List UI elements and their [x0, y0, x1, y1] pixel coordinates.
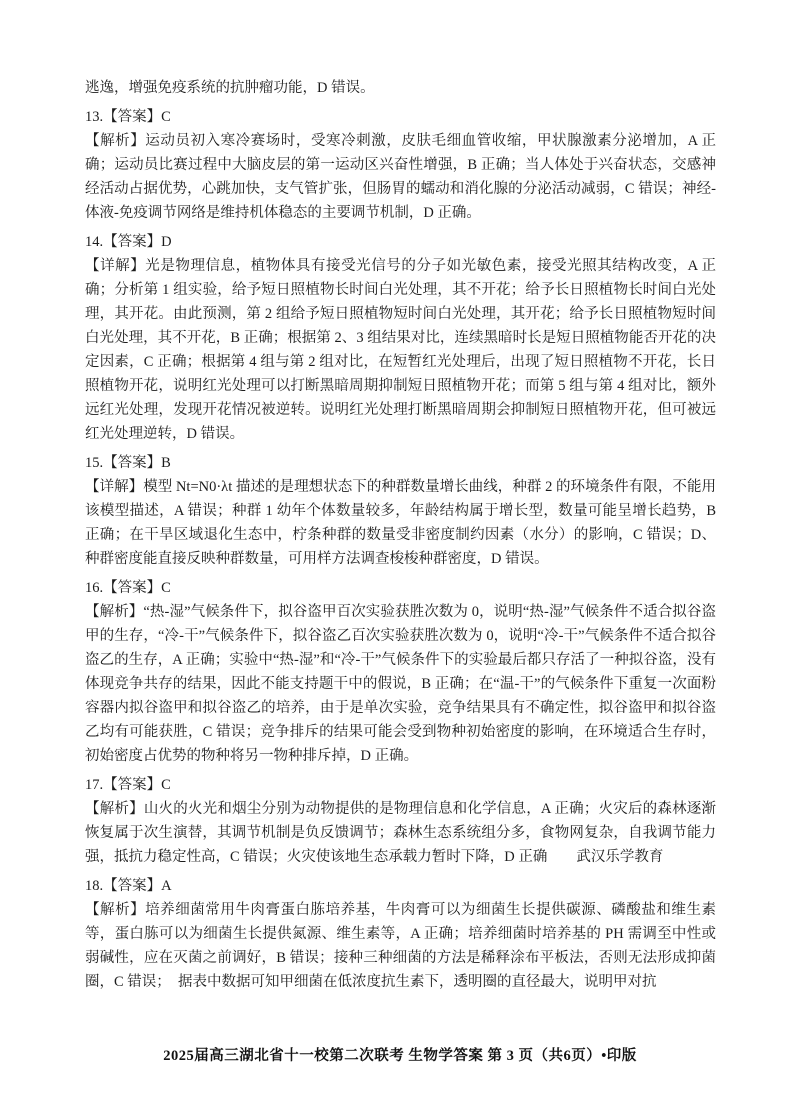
- answer-body: 【解析】运动员初入寒冷赛场时，受寒冷刺激，皮肤毛细血管收缩，甲状腺激素分泌增加，A 正确；运动员比赛过程中大脑皮层的第一运动区兴奋性增强，B 正确；当人体处于兴奋状态，交感神经活动占据优势，心跳加快，支气管扩张，但肠胃的蠕动和消化腺的分泌活动减弱，C 错误；神经-体液-免疫调节网络是维持机体稳态的主要调节机制，D 正确。: [85, 133, 716, 221]
- answer-heading: 16.【答案】C: [85, 580, 171, 596]
- answer-body: 【详解】光是物理信息，植物体具有接受光信号的分子如光敏色素，接受光照其结构改变，A 正确；分析第 1 组实验，给予短日照植物长时间白光处理，其不开花；给予长日照植物长时间白光处理，其开花。由此预测，第 2 组给予短日照植物短时间白光处理，其开花；给予长日照植物短时间白光处理，其不开花，B 正确；根据第 2、3 组结果对比，连续黑暗时长是短日照植物能否开花的决定因素，C 正确；根据第 4 组与第 2 组对比，在短暂红光处理后，出现了短日照植物不开花，长日照植物开花，说明红光处理可以打断黑暗周期抑制短日照植物开花；而第 5 组与第 4 组对比，额外远红光处理，发现开花情况被逆转。说明红光处理打断黑暗周期会抑制短日照植物开花，但可被远红光处理逆转，D 错误。: [85, 258, 716, 442]
- answer-item-13: [85, 105, 716, 225]
- answer-body: 【详解】模型 Nt=N0·λt 描述的是理想状态下的种群数量增长曲线，种群 2 的环境条件有限，不能用该模型描述，A 错误；种群 1 幼年个体数量较多，年龄结构属于增长型，数量可能呈增长趋势，B 正确；在干旱区域退化生态中，柠条种群的数量受非密度制约因素（水分）的影响，C 错误；D、种群密度能直接反映种群数量，可用样方法调查梭梭种群密度，D 错误。: [85, 479, 716, 567]
- answer-item-17: [85, 773, 716, 869]
- answer-heading: 15.【答案】B: [85, 455, 171, 471]
- answer-sheet-content: [85, 76, 716, 994]
- answer-heading: 13.【答案】C: [85, 109, 171, 125]
- answer-item-15: [85, 451, 716, 571]
- answer-heading: 14.【答案】D: [85, 234, 172, 250]
- answer-body: 【解析】山火的火光和烟尘分别为动物提供的是物理信息和化学信息，A 正确；火灾后的森林逐渐恢复属于次生演替，其调节机制是负反馈调节；森林生态系统组分多，食物网复杂，自我调节能力强，抵抗力稳定性高，C 错误；火灾使该地生态承载力暂时下降，D 正确 武汉乐学教育: [85, 801, 716, 865]
- answer-heading: 18.【答案】A: [85, 878, 172, 894]
- answer-body: 【解析】“热-湿”气候条件下，拟谷盗甲百次实验获胜次数为 0，说明“热-湿”气候条件不适合拟谷盗甲的生存，“冷-干”气候条件下，拟谷盗乙百次实验获胜次数为 0，说明“冷-干”气候条件不适合拟谷盗乙的生存，A 正确；实验中“热-湿”和“冷-干”气候条件下的实验最后都只存活了一种拟谷盗，没有体现竞争共存的结果，因此不能支持题干中的假说，B 正确；在“温-干”的气候条件下重复一次面粉容器内拟谷盗甲和拟谷盗乙的培养，由于是单次实验，竞争结果具有不确定性，拟谷盗甲和拟谷盗乙均有可能获胜，C 错误；竞争排斥的结果可能会受到物种初始密度的影响，在环境适合生存时，初始密度占优势的物种将另一物种排斥掉，D 正确。: [85, 604, 716, 764]
- answer-heading: 17.【答案】C: [85, 777, 171, 793]
- answer-item-14: [85, 230, 716, 446]
- answer-item-18: [85, 874, 716, 994]
- continuation-paragraph: 逃逸，增强免疫系统的抗肿瘤功能，D 错误。: [85, 80, 375, 96]
- page-footer: 2025届高三湖北省十一校第二次联考 生物学答案 第 3 页（共6页）•印版: [163, 1048, 637, 1064]
- answer-body: 【解析】培养细菌常用牛肉膏蛋白胨培养基，牛肉膏可以为细菌生长提供碳源、磷酸盐和维生素等，蛋白胨可以为细菌生长提供氮源、维生素等，A 正确；培养细菌时培养基的 PH 需调至中性或弱碱性，应在灭菌之前调好，B 错误；接种三种细菌的方法是稀释涂布平板法，否则无法形成抑菌圈，C 错误； 据表中数据可知甲细菌在低浓度抗生素下，透明圈的直径最大，说明甲对抗: [85, 902, 716, 990]
- answer-item-16: [85, 576, 716, 768]
